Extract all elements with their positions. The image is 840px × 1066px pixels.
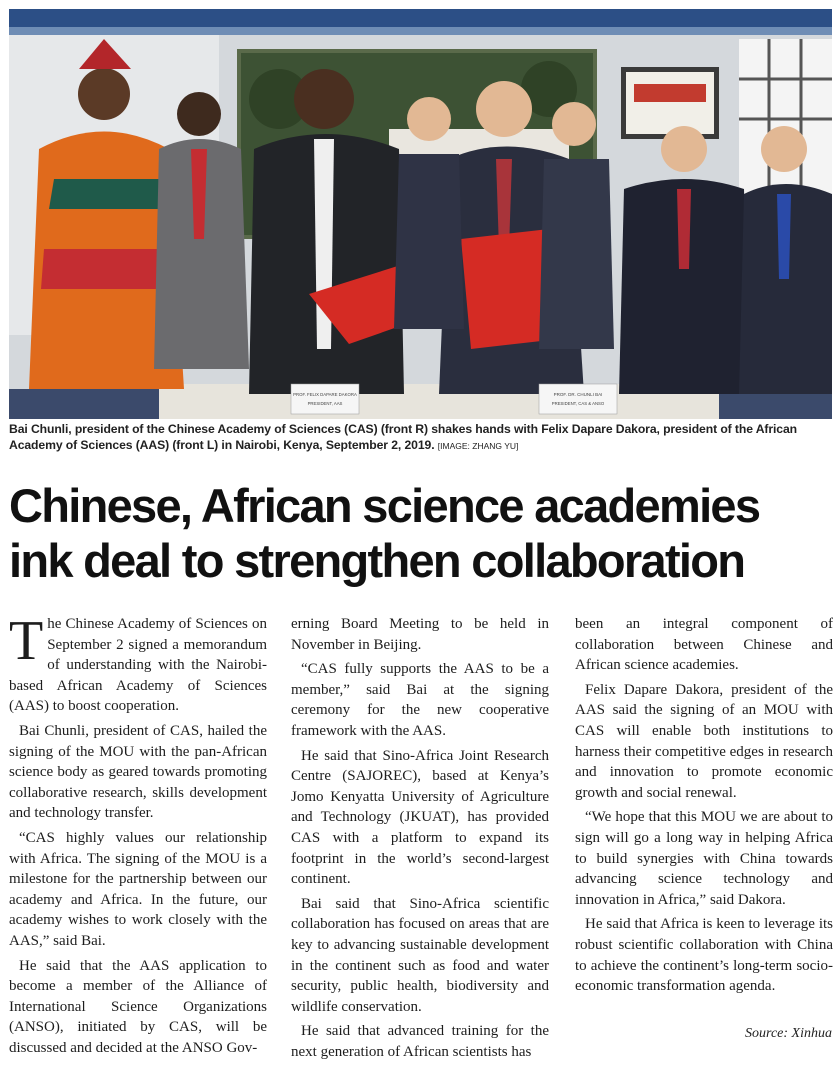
nameplate-right bbox=[539, 384, 617, 414]
article-paragraph: He said that the AAS application to become a member of the Alliance of International Science Organizations (ANSO), initiated by CAS, will be discussed and decided at the ANSO Gov- bbox=[9, 957, 267, 1056]
signing-ceremony-illustration bbox=[9, 9, 832, 419]
article-paragraph: “CAS highly values our relationship with Africa. The signing of the MOU is a milestone for the partnership between our academy and Africa. In the future, our academy wishes to work closely with the AAS,” said Bai. bbox=[9, 829, 267, 949]
article-paragraph: The Chinese Academy of Sciences on September 2 signed a memorandum of understanding with the Nairobi-based African Academy of Sciences (AAS) to boost cooperation. bbox=[9, 610, 267, 715]
article-paragraph: Felix Dapare Dakora, president of the AAS said the signing of an MOU with CAS will enable both institutions to harness their competitive edges in research and innovation to promote economic growth and social renewal. bbox=[575, 681, 833, 801]
svg-text:PROF. DR. CHUNLI BAI: PROF. DR. CHUNLI BAI bbox=[553, 392, 603, 397]
article-paragraph: been an integral component of collaboration between Chinese and African science academies. bbox=[575, 616, 833, 674]
svg-text:PROF. FELIX DAPARE DAKORA: PROF. FELIX DAPARE DAKORA bbox=[293, 392, 357, 397]
article-headline: Chinese, African science academies ink deal to strengthen collaboration bbox=[9, 479, 760, 587]
article-paragraph: “CAS fully supports the AAS to be a member,” said Bai at the signing ceremony for the new cooperative framework with the AAS. bbox=[291, 661, 549, 739]
nameplate-left bbox=[291, 384, 359, 414]
article-paragraph: “We hope that this MOU we are about to sign will go a long way in helping Africa to build synergies with China towards advancing science technology and innovation in Africa,” said Dakora. bbox=[575, 809, 833, 908]
caption-text: Bai Chunli, president of the Chinese Academy of Sciences (CAS) (front R) shakes hands with Felix Dapare Dakora, president of the African Academy of Sciences (AAS) (front L) in Nairobi, Kenya, September 2, 2019. bbox=[9, 422, 798, 452]
image-credit: [IMAGE: ZHANG YU] bbox=[437, 441, 519, 451]
article-paragraph: Bai said that Sino-Africa scientific collaboration has focused on areas that are key to advancing sustainable development in the continent such as food and water security, public health, biodiversity and wildlife conservation. bbox=[291, 895, 549, 1015]
svg-text:PRESIDENT, CAS & ANSO: PRESIDENT, CAS & ANSO bbox=[551, 401, 605, 406]
article-paragraph: erning Board Meeting to be held in November in Beijing. bbox=[291, 616, 549, 653]
article-column-3 bbox=[575, 614, 833, 1001]
drop-cap: T bbox=[9, 610, 44, 672]
article-paragraph: Bai Chunli, president of CAS, hailed the signing of the MOU with the pan-African science body as geared towards promoting collaborative research, skills development and technology transfer. bbox=[9, 722, 267, 822]
article-column-1 bbox=[9, 610, 267, 1062]
article-paragraph: He said that Africa is keen to leverage its robust scientific collaboration with China to achieve the continent’s long-term socio-economic transformation agenda. bbox=[575, 916, 833, 995]
svg-text:PRESIDENT, AAS: PRESIDENT, AAS bbox=[307, 401, 343, 406]
article-paragraph: He said that Sino-Africa Joint Research Centre (SAJOREC), based at Kenya’s Jomo Kenyatta University of Agriculture and Technology (JKUAT), has provided CAS with a platform to expand its footprint in the world’s second-largest continent. bbox=[291, 747, 549, 888]
article-source: Source: Xinhua bbox=[745, 1026, 832, 1041]
photo-caption bbox=[9, 421, 832, 454]
article-paragraph: He said that advanced training for the next generation of African scientists has bbox=[291, 1023, 549, 1060]
article-photo bbox=[9, 9, 832, 419]
article-column-2 bbox=[291, 614, 549, 1066]
